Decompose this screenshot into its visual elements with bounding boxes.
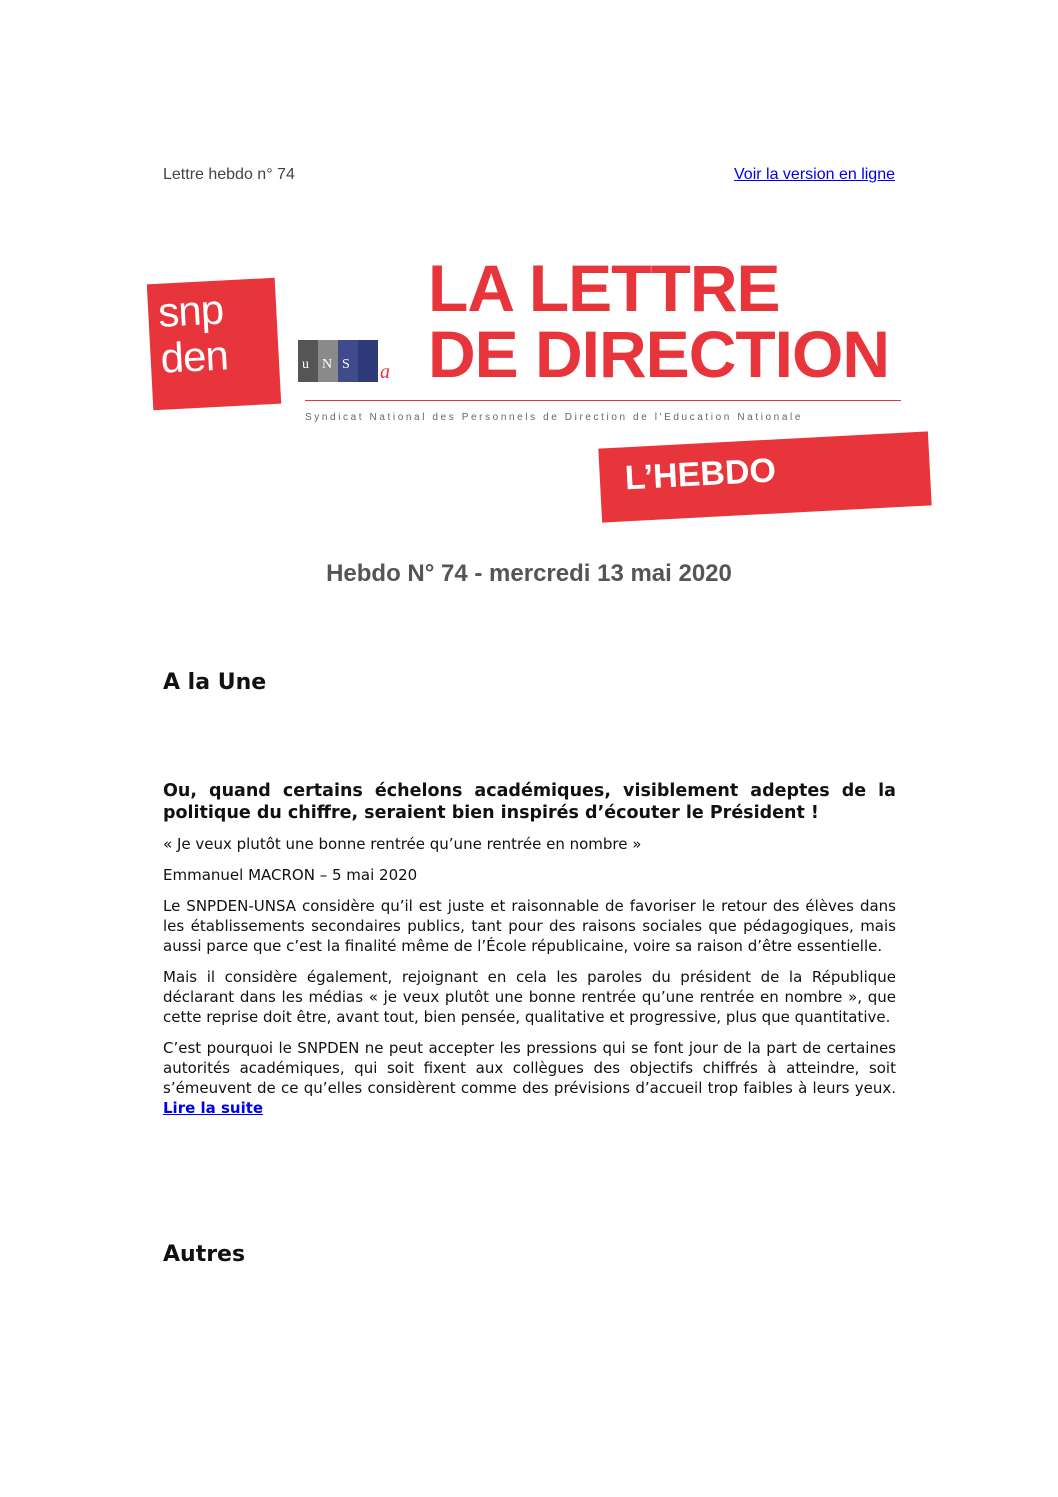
article-quote: « Je veux plutôt une bonne rentrée qu’une rentrée en nombre » — [163, 835, 642, 853]
logo-snp-text: snp — [157, 285, 225, 336]
svg-text:u: u — [302, 357, 309, 372]
logo-divider — [305, 400, 901, 401]
section-heading-une: A la Une — [163, 670, 267, 695]
issue-label: Lettre hebdo n° 74 — [163, 166, 295, 183]
online-version-link[interactable]: Voir la version en ligne — [734, 166, 895, 183]
article-paragraph-2: Mais il considère également, rejoignant en cela les paroles du président de la République déclarant dans les médias « je veux plutôt une bonne rentrée qu’une rentrée en nombre », que cette reprise doit être, avant tout, bien pensée, qualitative et progressive, plus que quantitative. — [163, 968, 896, 1026]
lead-article — [163, 780, 896, 1129]
logo-title-line1: LA LETTRE — [428, 251, 780, 325]
section-heading-autres: Autres — [163, 1242, 246, 1267]
logo-subtitle: Syndicat National des Personnels de Direction de l'Education Nationale — [305, 412, 803, 423]
article-paragraph-3 — [163, 1038, 896, 1118]
article-attribution: Emmanuel MACRON – 5 mai 2020 — [163, 866, 418, 884]
issue-title: Hebdo N° 74 - mercredi 13 mai 2020 — [326, 560, 732, 587]
article-paragraph-1: Le SNPDEN-UNSA considère qu’il est juste et raisonnable de favoriser le retour des élèves dans les établissements secondaires publics, tant pour des raisons sociales que pédagogiques, mais aussi parce que c’est la finalité même de l’École républicaine, voire sa raison d’être essentielle. — [163, 897, 896, 955]
svg-text:N: N — [322, 357, 333, 372]
svg-text:S: S — [342, 357, 350, 372]
unsa-logo — [298, 340, 398, 382]
hebdo-badge — [598, 431, 931, 522]
read-more-link[interactable]: Lire la suite — [163, 1099, 264, 1117]
article-paragraph-3-text: C’est pourquoi le SNPDEN ne peut accepter les pressions qui se font jour de la part de certaines autorités académiques, qui soit fixent aux collègues des objectifs chiffrés à atteindre, soit s’émeuvent de ce qu’elles considèrent comme des prévisions d’accueil trop faibles à leurs yeux. — [163, 1039, 896, 1097]
svg-text:a: a — [380, 361, 390, 382]
hebdo-badge-text: L’HEBDO — [623, 451, 777, 498]
article-title: Ou, quand certains échelons académiques, visiblement adeptes de la politique du chiffre, seraient bien inspirés d’écouter le Président ! — [163, 781, 896, 823]
logo-den-text: den — [159, 331, 229, 382]
logo-title-line2: DE DIRECTION — [428, 317, 890, 391]
snpden-logo — [147, 278, 281, 411]
